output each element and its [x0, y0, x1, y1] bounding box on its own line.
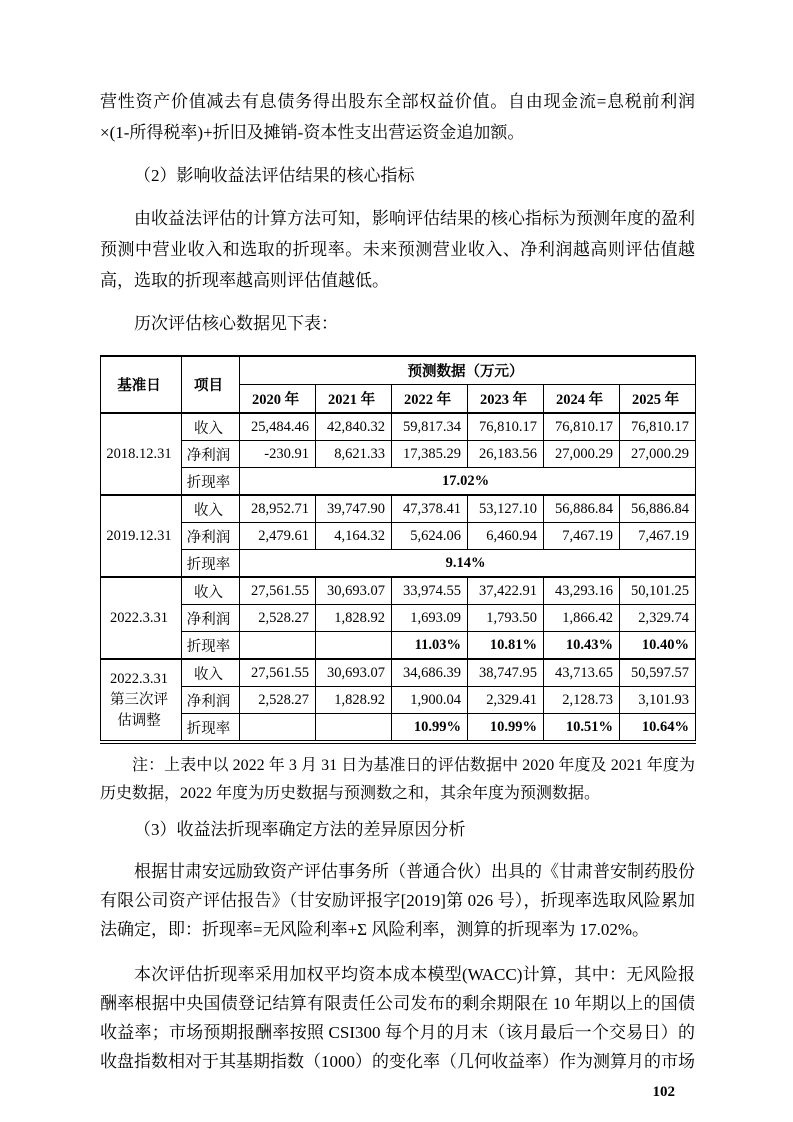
net-profit-value: 1,900.04: [392, 687, 468, 714]
header-forecast-data: 预测数据（万元）: [240, 356, 696, 385]
net-profit-value: 2,528.27: [240, 687, 316, 714]
discount-rate-value: 9.14%: [240, 550, 696, 578]
discount-rate-value: 10.51%: [544, 714, 620, 743]
item-label: 净利润: [182, 687, 240, 714]
header-year: 2023 年: [468, 385, 544, 414]
header-year: 2025 年: [620, 385, 696, 414]
income-value: 37,422.91: [468, 577, 544, 605]
net-profit-value: 1,828.92: [316, 687, 392, 714]
income-value: 33,974.55: [392, 577, 468, 605]
income-value: 34,686.39: [392, 659, 468, 687]
paragraph-table-intro: 历次评估核心数据见下表：: [134, 314, 338, 333]
discount-rate-value: 10.64%: [620, 714, 696, 743]
income-value: 50,597.57: [620, 659, 696, 687]
income-value: 30,693.07: [316, 659, 392, 687]
table-row-income: [101, 659, 696, 687]
discount-rate-value: 10.43%: [544, 632, 620, 660]
item-label: 折现率: [182, 714, 240, 743]
income-value: 53,127.10: [468, 495, 544, 523]
net-profit-value: 17,385.29: [392, 441, 468, 468]
table-row-net-profit: [101, 687, 696, 714]
base-date-cell: 2018.12.31: [101, 413, 182, 495]
net-profit-value: 1,866.42: [544, 605, 620, 632]
table-row-income: [101, 413, 696, 441]
table-note: 注：上表中以 2022 年 3 月 31 日为基准日的评估数据中 2020 年度及 2021 年度为历史数据，2022 年度为历史数据与预测数之和，其余年度为预测数据。: [100, 757, 695, 802]
income-value: 76,810.17: [468, 413, 544, 441]
item-label: 折现率: [182, 468, 240, 496]
net-profit-value: 6,460.94: [468, 523, 544, 550]
discount-rate-value: 10.99%: [392, 714, 468, 743]
discount-rate-value: 10.99%: [468, 714, 544, 743]
header-year: 2020 年: [240, 385, 316, 414]
discount-rate-value: 10.81%: [468, 632, 544, 660]
income-value: 76,810.17: [544, 413, 620, 441]
net-profit-value: 26,183.56: [468, 441, 544, 468]
net-profit-value: 27,000.29: [544, 441, 620, 468]
income-value: 47,378.41: [392, 495, 468, 523]
heading-section-2: （2）影响收益法评估结果的核心指标: [134, 166, 415, 185]
item-label: 净利润: [182, 441, 240, 468]
item-label: 收入: [182, 659, 240, 687]
item-label: 收入: [182, 495, 240, 523]
header-year: 2024 年: [544, 385, 620, 414]
net-profit-value: 5,624.06: [392, 523, 468, 550]
item-label: 折现率: [182, 550, 240, 578]
income-value: 38,747.95: [468, 659, 544, 687]
table-row-net-profit: [101, 605, 696, 632]
table-row-discount-rate: [101, 714, 696, 743]
income-value: 76,810.17: [620, 413, 696, 441]
item-label: 收入: [182, 413, 240, 441]
base-date-cell: 2022.3.31 第三次评估调整: [101, 659, 182, 742]
income-value: 25,484.46: [240, 413, 316, 441]
income-value: 56,886.84: [544, 495, 620, 523]
income-value: 50,101.25: [620, 577, 696, 605]
net-profit-value: 2,479.61: [240, 523, 316, 550]
table-row-income: [101, 577, 696, 605]
discount-rate-value: [240, 714, 316, 743]
net-profit-value: 3,101.93: [620, 687, 696, 714]
discount-rate-value: [316, 632, 392, 660]
paragraph-continuation: 营性资产价值减去有息债务得出股东全部权益价值。自由现金流=息税前利润×(1-所得税率)+折旧及摊销-资本性支出营运资金追加额。: [100, 92, 695, 142]
income-value: 43,713.65: [544, 659, 620, 687]
income-value: 27,561.55: [240, 577, 316, 605]
item-label: 折现率: [182, 632, 240, 660]
net-profit-value: 7,467.19: [620, 523, 696, 550]
net-profit-value: 2,329.74: [620, 605, 696, 632]
net-profit-value: -230.91: [240, 441, 316, 468]
header-base-date: 基准日: [101, 356, 182, 413]
table-row-discount-rate: [101, 550, 696, 578]
income-value: 27,561.55: [240, 659, 316, 687]
discount-rate-value: 10.40%: [620, 632, 696, 660]
net-profit-value: 7,467.19: [544, 523, 620, 550]
table-header-row: [101, 356, 696, 385]
net-profit-value: 4,164.32: [316, 523, 392, 550]
income-value: 30,693.07: [316, 577, 392, 605]
discount-rate-value: [240, 632, 316, 660]
item-label: 净利润: [182, 605, 240, 632]
net-profit-value: 27,000.29: [620, 441, 696, 468]
table-row-net-profit: [101, 523, 696, 550]
heading-section-3: （3）收益法折现率确定方法的差异原因分析: [134, 820, 466, 839]
net-profit-value: 1,693.09: [392, 605, 468, 632]
paragraph-wacc: 本次评估折现率采用加权平均资本成本模型(WACC)计算，其中：无风险报酬率根据中央国债登记结算有限责任公司发布的剩余期限在 10 年期以上的国债收益率；市场预期报酬率按照 CSI300 每个月的月末（该月最后一个交易日）的收盘指数相对于其基期指数（1000）的变化率（几何收益率）作为测算月的市场: [100, 965, 695, 1071]
table-row-net-profit: [101, 441, 696, 468]
net-profit-value: 2,329.41: [468, 687, 544, 714]
item-label: 收入: [182, 577, 240, 605]
paragraph-appraisal-report: 根据甘肃安远励致资产评估事务所（普通合伙）出具的《甘肃普安制药股份有限公司资产评估报告》（甘安励评报字[2019]第 026 号），折现率选取风险累加法确定，即：折现率=无风险利率+Σ 风险利率，测算的折现率为 17.02%。: [100, 862, 695, 939]
income-value: 43,293.16: [544, 577, 620, 605]
net-profit-value: 2,128.73: [544, 687, 620, 714]
income-value: 59,817.34: [392, 413, 468, 441]
net-profit-value: 8,621.33: [316, 441, 392, 468]
header-year: 2021 年: [316, 385, 392, 414]
table-row-income: [101, 495, 696, 523]
table-row-discount-rate: [101, 468, 696, 496]
discount-rate-value: 11.03%: [392, 632, 468, 660]
valuation-data-table: [100, 355, 696, 744]
base-date-cell: 2022.3.31: [101, 577, 182, 659]
base-date-cell: 2019.12.31: [101, 495, 182, 577]
income-value: 56,886.84: [620, 495, 696, 523]
header-item: 项目: [182, 356, 240, 413]
item-label: 净利润: [182, 523, 240, 550]
income-value: 39,747.90: [316, 495, 392, 523]
net-profit-value: 1,793.50: [468, 605, 544, 632]
income-value: 42,840.32: [316, 413, 392, 441]
income-value: 28,952.71: [240, 495, 316, 523]
table-row-discount-rate: [101, 632, 696, 660]
net-profit-value: 1,828.92: [316, 605, 392, 632]
discount-rate-value: 17.02%: [240, 468, 696, 496]
page-number: 102: [652, 1084, 675, 1100]
net-profit-value: 2,528.27: [240, 605, 316, 632]
discount-rate-value: [316, 714, 392, 743]
paragraph-core-indicators: 由收益法评估的计算方法可知，影响评估结果的核心指标为预测年度的盈利预测中营业收入和选取的折现率。未来预测营业收入、净利润越高则评估值越高，选取的折现率越高则评估值越低。: [100, 209, 695, 290]
header-year: 2022 年: [392, 385, 468, 414]
